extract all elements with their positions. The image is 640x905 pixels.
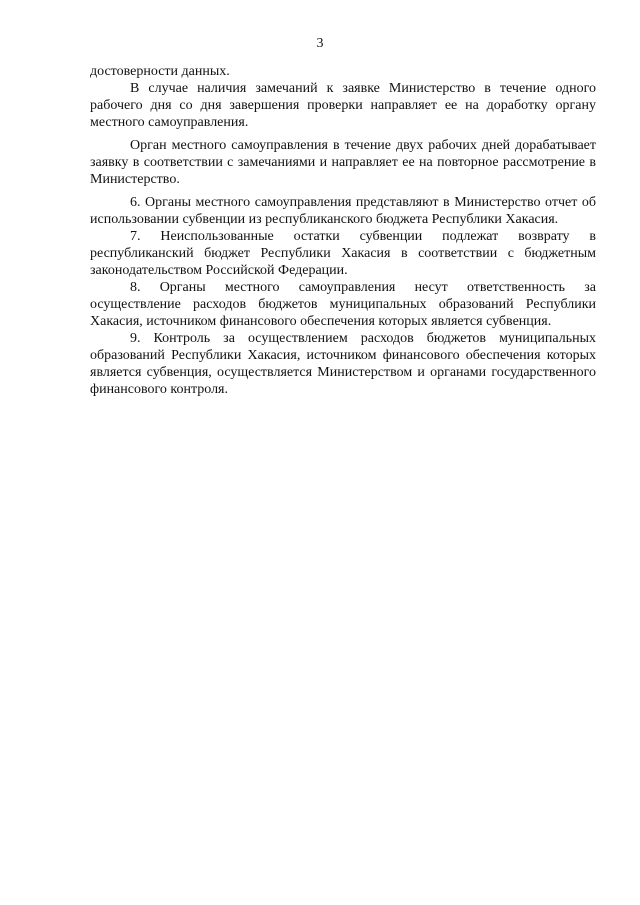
paragraph-revision: Орган местного самоуправления в течение двух рабочих дней дорабатывает заявку в соответствии с замечаниями и направляет ее на повторное рассмотрение в Министерство. — [90, 138, 596, 187]
paragraph-item-8: 8. Органы местного самоуправления несут ответственность за осуществление расходов бюджетов муниципальных образований Республики Хакасия, источником финансового обеспечения которых является субвенция. — [90, 280, 596, 329]
paragraph-item-6: 6. Органы местного самоуправления представляют в Министерство отчет об использовании субвенции из республиканского бюджета Республики Хакасия. — [90, 195, 596, 227]
paragraph-item-7: 7. Неиспользованные остатки субвенции подлежат возврату в республиканский бюджет Республики Хакасия в соответствии с бюджетным законодательством Российской Федерации. — [90, 229, 596, 278]
page-number: 3 — [316, 36, 324, 51]
document-body — [90, 63, 596, 398]
paragraph-continuation: достоверности данных. — [90, 64, 230, 79]
paragraph-item-9: 9. Контроль за осуществлением расходов бюджетов муниципальных образований Республики Хакасия, источником финансового обеспечения которых является субвенция, осуществляется Министерством и органами государственного финансового контроля. — [90, 331, 596, 397]
paragraph-remarks: В случае наличия замечаний к заявке Министерство в течение одного рабочего дня со дня завершения проверки направляет ее на доработку органу местного самоуправления. — [90, 81, 596, 130]
